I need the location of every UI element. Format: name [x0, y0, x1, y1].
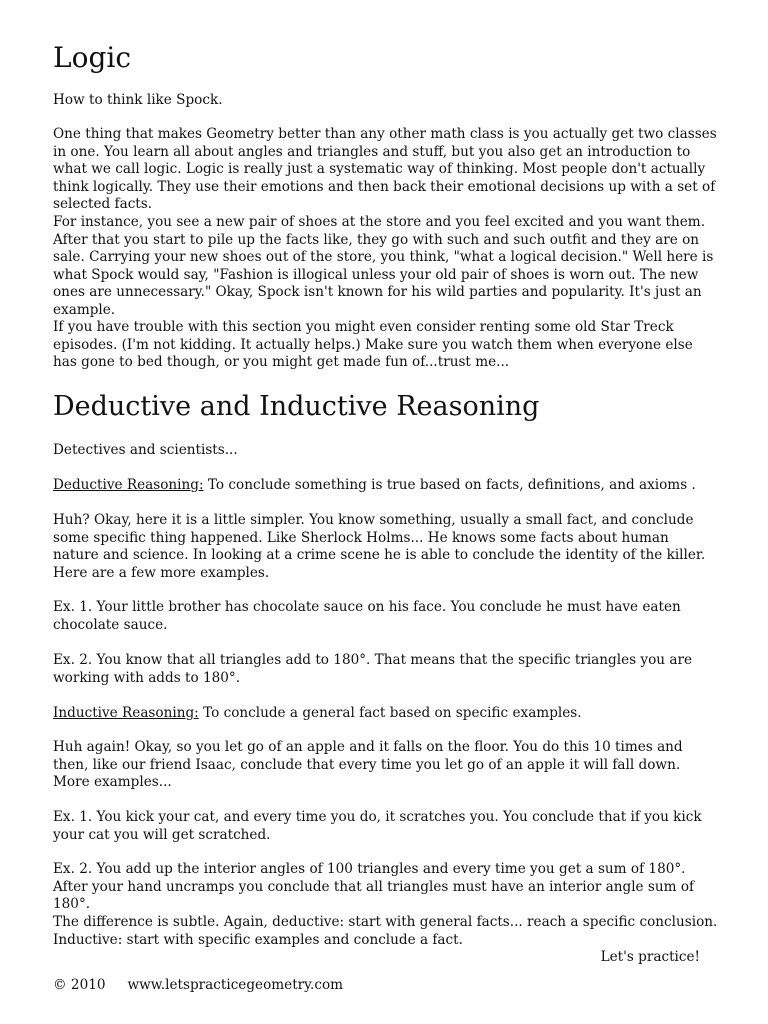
deductive-definition-text: To conclude something is true based on facts, definitions, and axioms . [203, 477, 696, 493]
page-footer [53, 976, 343, 994]
logic-paragraph-1: One thing that makes Geometry better than any other math class is you actually get two classes in one. You learn all about angles and triangles and stuff, but you also get an introduction to what we call logic. Logic is really just a systematic way of thinking. Most people don't actually think logically. They use their emotions and then back their emotional decisions up with a set of selected facts. [53, 126, 717, 213]
section-title-reasoning: Deductive and Inductive Reasoning [53, 391, 540, 422]
copyright-text: © 2010 [53, 977, 106, 993]
inductive-term: Inductive Reasoning: [53, 705, 199, 721]
inductive-explanation: Huh again! Okay, so you let go of an apple and it falls on the floor. You do this 10 times and then, like our friend Isaac, conclude that every time you let go of an apple it will fall down. More examples... [53, 739, 683, 791]
footer-url: www.letspracticegeometry.com [127, 977, 344, 993]
logic-subtitle: How to think like Spock. [53, 92, 223, 108]
reasoning-intro: Detectives and scientists... [53, 442, 238, 458]
deductive-example-1: Ex. 1. Your little brother has chocolate sauce on his face. You conclude he must have eaten chocolate sauce. [53, 599, 681, 633]
lets-practice-text: Let's practice! [600, 949, 700, 965]
deductive-explanation: Huh? Okay, here it is a little simpler. You know something, usually a small fact, and conclude some specific thing happened. Like Sherlock Holms... He knows some facts about human nature and science. In looking at a crime scene he is able to conclude the identity of the killer. Here are a few more examples. [53, 512, 706, 581]
deductive-example-2: Ex. 2. You know that all triangles add to 180°. That means that the specific triangles you are working with adds to 180°. [53, 652, 692, 686]
deductive-term: Deductive Reasoning: [53, 477, 204, 493]
deductive-definition [53, 477, 718, 495]
section-title-logic: Logic [53, 41, 132, 74]
logic-paragraph-3: If you have trouble with this section you might even consider renting some old Star Treck episodes. (I'm not kidding. It actually helps.) Make sure you watch them when everyone else has gone to bed though, or you might get made fun of...trust me... [53, 319, 693, 371]
inductive-definition-text: To conclude a general fact based on specific examples. [198, 705, 582, 721]
logic-paragraph-2: For instance, you see a new pair of shoes at the store and you feel excited and you want them. After that you start to pile up the facts like, they go with such and such outfit and they are on sale. Carrying your new shoes out of the store, you think, "what a logical decision." Well here is what Spock would say, "Fashion is illogical unless your old pair of shoes is worn out. The new ones are unnecessary." Okay, Spock isn't known for his wild parties and popularity. It's just an example. [53, 214, 714, 318]
reasoning-summary: The difference is subtle. Again, deductive: start with general facts... reach a specific conclusion. Inductive: start with specific examples and conclude a fact. [53, 914, 718, 948]
inductive-definition [53, 705, 718, 723]
inductive-example-1: Ex. 1. You kick your cat, and every time you do, it scratches you. You conclude that if you kick your cat you will get scratched. [53, 809, 702, 843]
inductive-example-2: Ex. 2. You add up the interior angles of 100 triangles and every time you get a sum of 180°. After your hand uncramps you conclude that all triangles must have an interior angle sum of 180°. [53, 861, 695, 913]
